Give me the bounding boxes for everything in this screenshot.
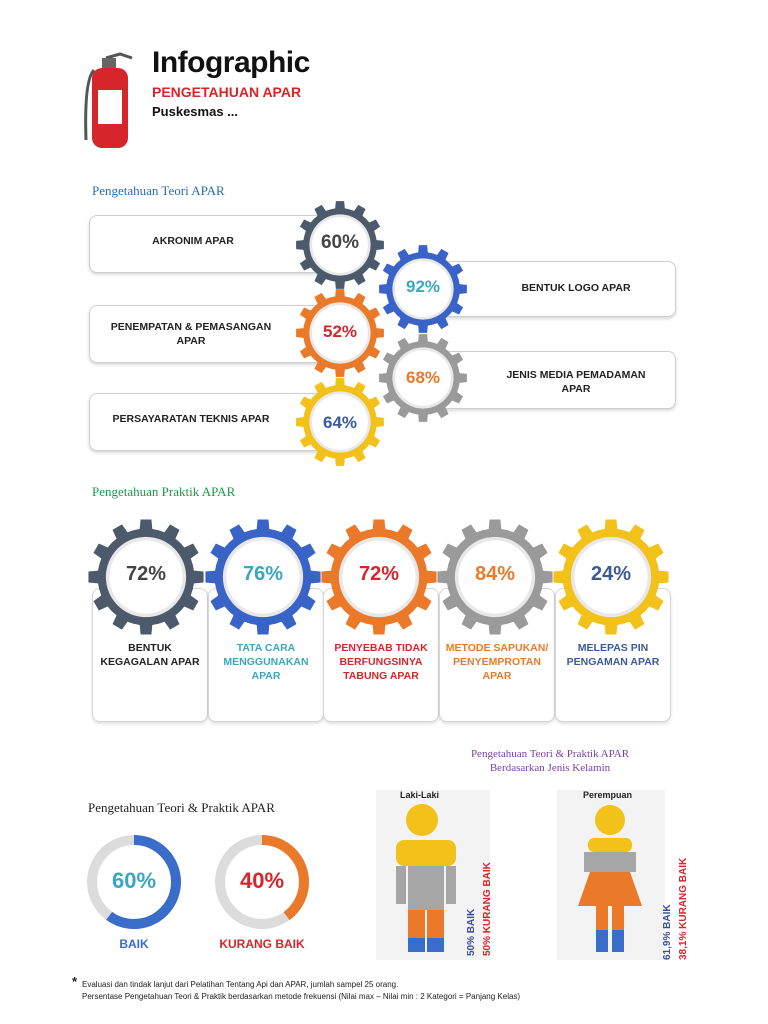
female-baik: 61,9% BAIK	[662, 904, 673, 960]
practice-gear-3	[436, 518, 554, 636]
footnote-star: *	[72, 974, 78, 989]
male-figure-icon	[388, 800, 468, 960]
theory-value-1: 92%	[405, 277, 441, 296]
female-label: Perempuan	[583, 790, 633, 800]
practice-value-4: 24%	[590, 563, 632, 585]
male-kurang: 50% KURANG BAIK	[482, 862, 493, 956]
theory-value-2: 52%	[322, 322, 358, 341]
gender-heading-line2: Berdasarkan Jenis Kelamin	[489, 762, 611, 774]
practice-gear-2	[320, 518, 438, 636]
fire-extinguisher-icon	[80, 50, 140, 150]
practice-gear-4	[552, 518, 670, 636]
footnote-line2: Persentase Pengetahuan Teori & Praktik berdasarkan metode frekuensi (Nilai max – Nilai min : 2 Kategori = Panjang Kelas)	[82, 992, 521, 1001]
theory-gear-2	[295, 288, 385, 378]
practice-label-4: MELEPAS PIN PENGAMAN APAR	[566, 642, 660, 668]
kurang-label: KURANG BAIK	[219, 937, 305, 951]
practice-value-3: 84%	[474, 563, 516, 585]
gender-heading-line1: Pengetahuan Teori & Praktik APAR	[470, 748, 630, 760]
kurang-donut	[212, 832, 312, 932]
practice-heading: Pengetahuan Praktik APAR	[92, 484, 236, 499]
footnote-line1: Evaluasi dan tindak lanjut dari Pelatihan Tentang Api dan APAR, jumlah sampel 25 orang.	[82, 980, 399, 989]
theory-gear-1	[378, 244, 468, 334]
practice-value-1: 76%	[242, 563, 284, 585]
theory-gear-3	[378, 333, 468, 423]
theory-gear-4	[295, 377, 385, 467]
practice-label-3: METODE SAPUKAN/ PENYEMPROTAN APAR	[445, 642, 549, 682]
baik-value: 60%	[111, 868, 157, 893]
overall-heading: Pengetahuan Teori & Praktik APAR	[88, 800, 275, 815]
practice-label-0: BENTUK KEGAGALAN APAR	[100, 642, 200, 668]
practice-label-1: TATA CARA MENGGUNAKAN APAR	[223, 642, 309, 682]
theory-value-3: 68%	[405, 368, 441, 387]
practice-gear-1	[204, 518, 322, 636]
theory-value-0: 60%	[320, 232, 360, 253]
theory-label-0: AKRONIM APAR	[152, 235, 234, 247]
gender-heading	[440, 747, 660, 775]
practice-value-2: 72%	[358, 563, 400, 585]
male-baik: 50% BAIK	[466, 908, 477, 956]
practice-value-0: 72%	[125, 563, 167, 585]
theory-heading: Pengetahuan Teori APAR	[92, 183, 225, 198]
theory-label-3: JENIS MEDIA PEMADAMAN APAR	[506, 369, 646, 395]
baik-donut	[84, 832, 184, 932]
theory-label-2: PENEMPATAN & PEMASANGAN APAR	[110, 321, 272, 347]
male-label: Laki-Laki	[400, 790, 440, 800]
kurang-value: 40%	[239, 868, 285, 893]
theory-label-1: BENTUK LOGO APAR	[521, 282, 631, 294]
female-kurang: 38,1% KURANG BAIK	[678, 857, 689, 960]
theory-gear-0	[295, 200, 385, 290]
location-label: Puskesmas ...	[152, 104, 238, 119]
female-figure-icon	[570, 800, 650, 960]
baik-label: BAIK	[119, 937, 149, 951]
practice-label-2: PENYEBAB TIDAK BERFUNGSINYA TABUNG APAR	[334, 642, 428, 682]
page-subtitle: PENGETAHUAN APAR	[152, 84, 302, 100]
theory-value-4: 64%	[322, 413, 358, 432]
practice-gear-0	[87, 518, 205, 636]
theory-label-4: PERSAYARATAN TEKNIS APAR	[112, 413, 270, 425]
page-title: Infographic	[152, 46, 310, 79]
